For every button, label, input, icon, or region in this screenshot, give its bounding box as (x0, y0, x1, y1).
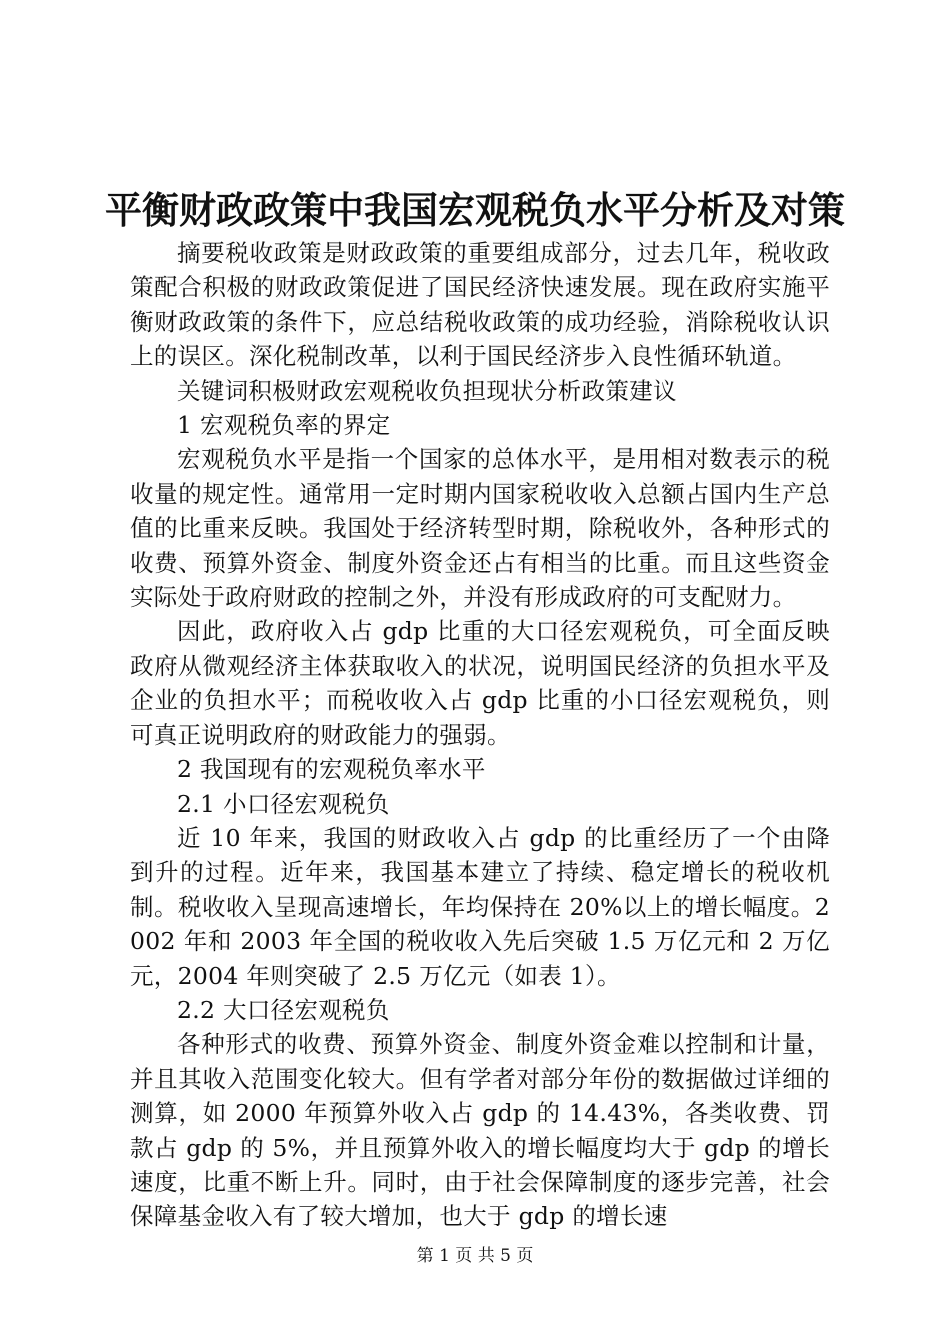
abstract-paragraph: 摘要税收政策是财政政策的重要组成部分，过去几年，税收政策配合积极的财政政策促进了国民经济快速发展。现在政府实施平衡财政政策的条件下，应总结税收政策的成功经验，消除税收认识上的误区。深化税制改革，以利于国民经济步入良性循环轨道。 (130, 239, 830, 371)
keywords-line: 关键词积极财政宏观税收负担现状分析政策建议 (177, 376, 677, 405)
section-heading-2: 2 我国现有的宏观税负率水平 (177, 755, 486, 784)
section-heading-1: 1 宏观税负率的界定 (177, 411, 391, 440)
document-body (130, 236, 830, 1234)
page-number-footer: 第 1 页 共 5 页 (416, 1246, 534, 1266)
body-paragraph: 近 10 年来，我国的财政收入占 gdp 的比重经历了一个由降到升的过程。近年来，我国基本建立了持续、稳定增长的税收机制。税收收入呈现高速增长，年均保持在 20%以上的增长幅度。2002 年和 2003 年全国的税收收入先后突破 1.5 万亿元和 2 万亿元，2004 年则突破了 2.5 万亿元（如表 1）。 (130, 823, 830, 990)
body-paragraph: 宏观税负水平是指一个国家的总体水平，是用相对数表示的税收量的规定性。通常用一定时期内国家税收收入总额占国内生产总值的比重来反映。我国处于经济转型时期，除税收外，各种形式的收费、预算外资金、制度外资金还占有相当的比重。而且这些资金实际处于政府财政的控制之外，并没有形成政府的可支配财力。 (130, 445, 830, 612)
subsection-heading-2-2: 2.2 大口径宏观税负 (177, 995, 390, 1024)
subsection-heading-2-1: 2.1 小口径宏观税负 (177, 789, 390, 818)
body-paragraph: 各种形式的收费、预算外资金、制度外资金难以控制和计量，并且其收入范围变化较大。但有学者对部分年份的数据做过详细的测算，如 2000 年预算外收入占 gdp 的 14.43%，各类收费、罚款占 gdp 的 5%，并且预算外收入的增长幅度均大于 gdp 的增长速度，比重不断上升。同时，由于社会保障制度的逐步完善，社会保障基金收入有了较大增加，也大于 gdp 的增长速 (130, 1030, 830, 1231)
body-paragraph: 因此，政府收入占 gdp 比重的大口径宏观税负，可全面反映政府从微观经济主体获取收入的状况，说明国民经济的负担水平及企业的负担水平；而税收收入占 gdp 比重的小口径宏观税负，则可真正说明政府的财政能力的强弱。 (130, 617, 830, 749)
document-title: 平衡财政政策中我国宏观税负水平分析及对策 (105, 188, 845, 232)
